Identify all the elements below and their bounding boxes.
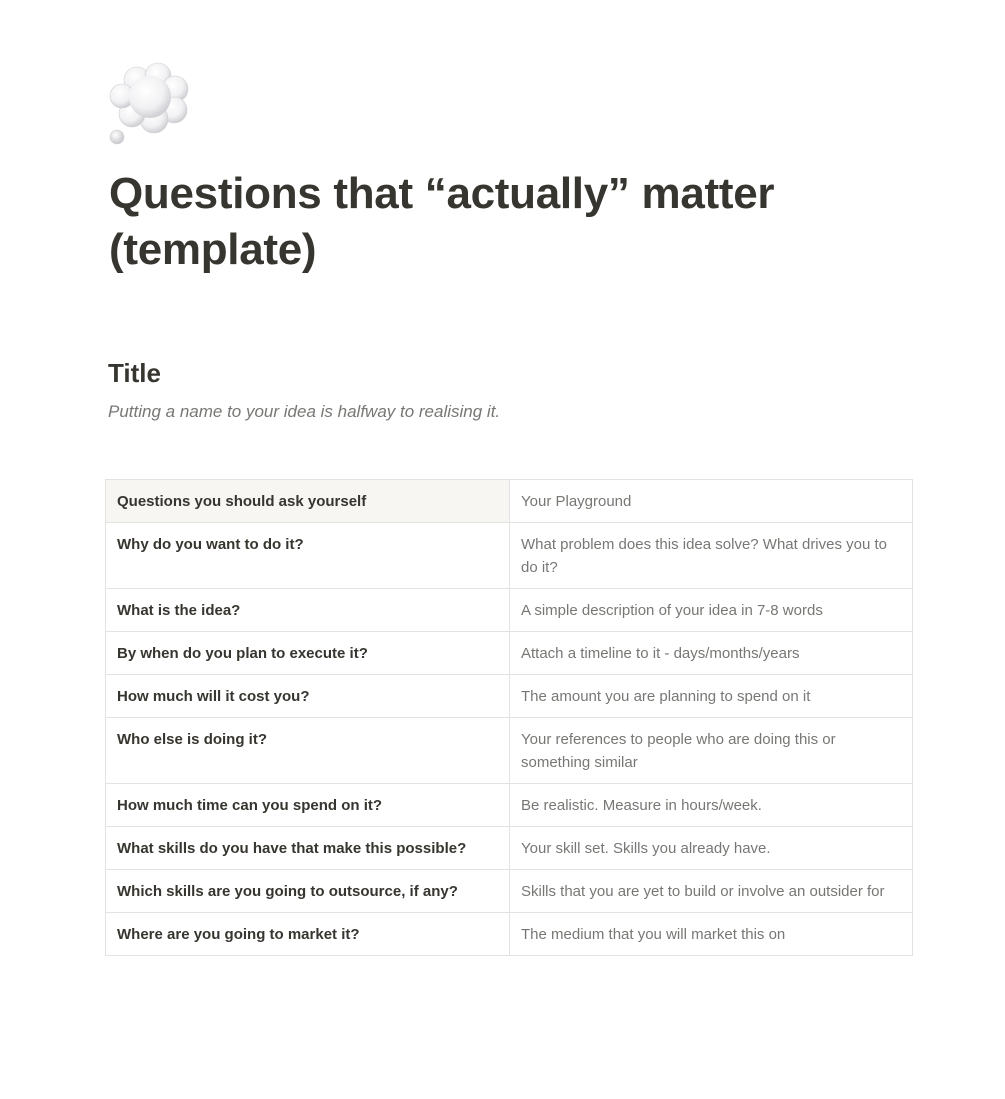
answer-cell[interactable]: Be realistic. Measure in hours/week.	[510, 784, 913, 827]
questions-table	[105, 479, 912, 956]
table-row	[106, 589, 913, 632]
answer-cell[interactable]: A simple description of your idea in 7-8 words	[510, 589, 913, 632]
table-row	[106, 913, 913, 956]
question-cell[interactable]: Who else is doing it?	[106, 718, 510, 784]
table-header-cell-questions[interactable]: Questions you should ask yourself	[106, 480, 510, 523]
section-heading[interactable]: Title	[108, 358, 161, 388]
question-cell[interactable]: Which skills are you going to outsource, if any?	[106, 870, 510, 913]
question-cell[interactable]: How much time can you spend on it?	[106, 784, 510, 827]
answer-cell[interactable]: Skills that you are yet to build or involve an outsider for	[510, 870, 913, 913]
answer-cell[interactable]: Your references to people who are doing this or something similar	[510, 718, 913, 784]
answer-cell[interactable]: What problem does this idea solve? What drives you to do it?	[510, 523, 913, 589]
table-row	[106, 675, 913, 718]
answer-cell[interactable]: The medium that you will market this on	[510, 913, 913, 956]
table-row	[106, 784, 913, 827]
table-row	[106, 632, 913, 675]
question-cell[interactable]: By when do you plan to execute it?	[106, 632, 510, 675]
section-subtitle[interactable]: Putting a name to your idea is halfway to realising it.	[108, 402, 501, 421]
answer-cell[interactable]: The amount you are planning to spend on it	[510, 675, 913, 718]
table-row	[106, 870, 913, 913]
question-cell[interactable]: How much will it cost you?	[106, 675, 510, 718]
question-cell[interactable]: Where are you going to market it?	[106, 913, 510, 956]
table-header-cell-playground[interactable]: Your Playground	[510, 480, 913, 523]
table-row	[106, 827, 913, 870]
thought-balloon-icon[interactable]	[104, 58, 196, 150]
table-header-row	[106, 480, 913, 523]
page-title[interactable]: Questions that “actually” matter (template)	[109, 169, 775, 274]
answer-cell[interactable]: Attach a timeline to it - days/months/years	[510, 632, 913, 675]
table-row	[106, 718, 913, 784]
question-cell[interactable]: What skills do you have that make this possible?	[106, 827, 510, 870]
table-row	[106, 523, 913, 589]
question-cell[interactable]: What is the idea?	[106, 589, 510, 632]
answer-cell[interactable]: Your skill set. Skills you already have.	[510, 827, 913, 870]
question-cell[interactable]: Why do you want to do it?	[106, 523, 510, 589]
